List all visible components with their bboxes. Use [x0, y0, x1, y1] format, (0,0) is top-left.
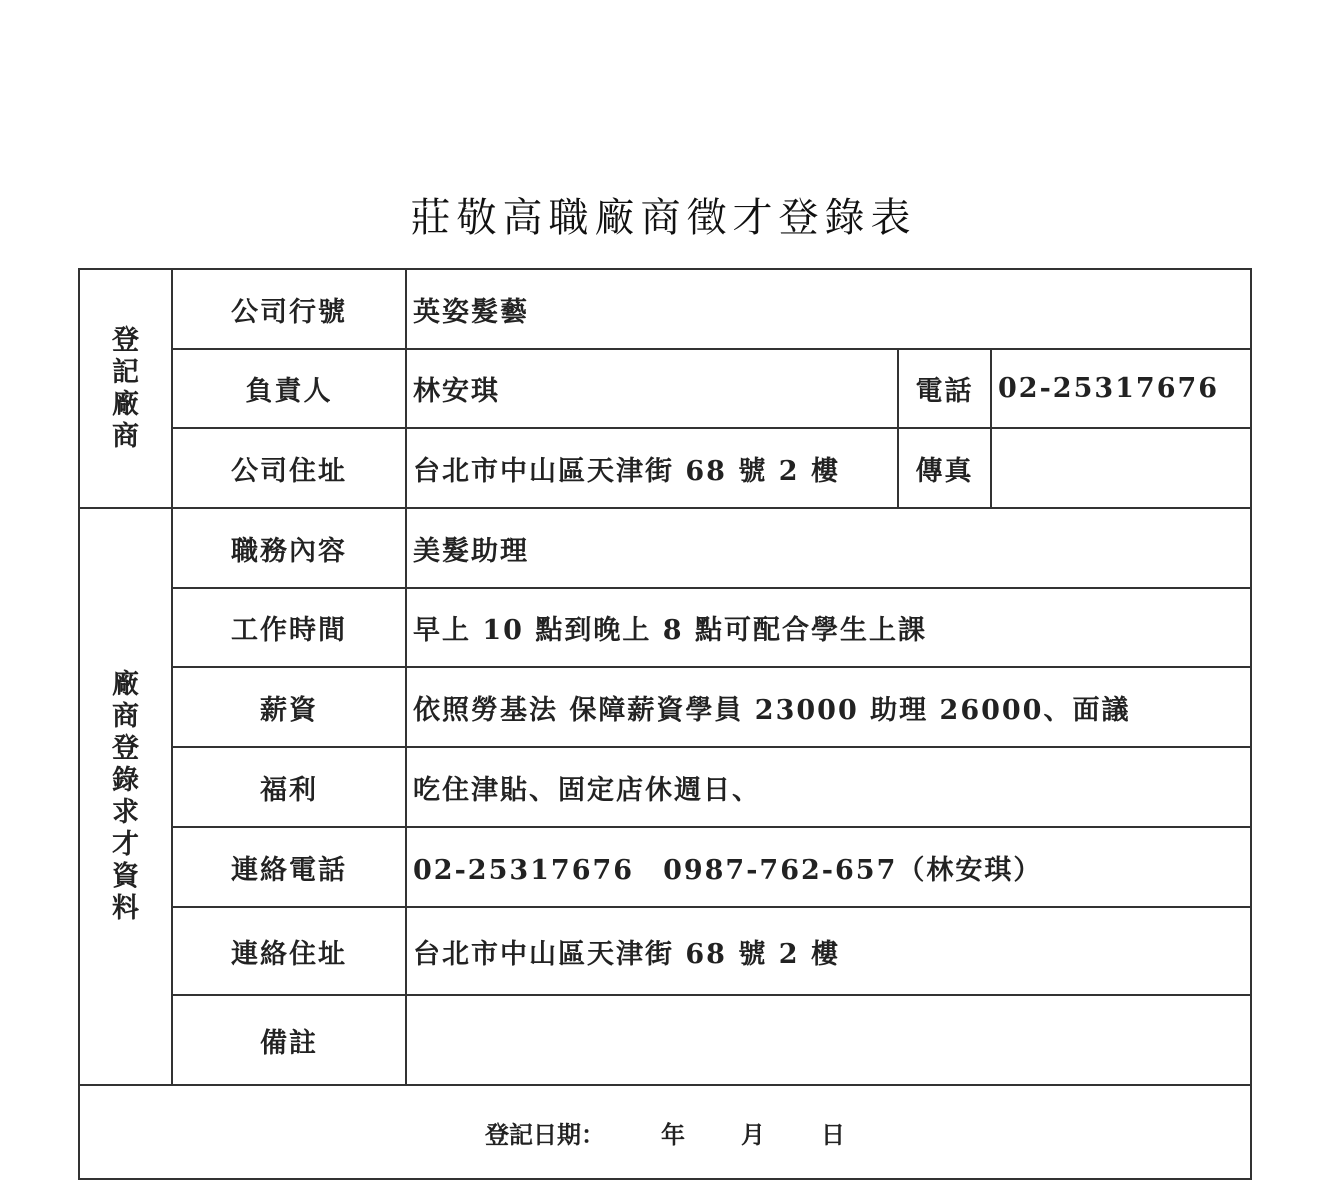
date-day: 日	[821, 1119, 845, 1149]
duties-value: 美髮助理	[406, 508, 1251, 588]
company-section-label: 登記廠商	[79, 269, 172, 508]
date-month: 月	[741, 1119, 765, 1149]
row-address	[79, 428, 1251, 508]
date-year: 年	[661, 1119, 685, 1149]
date-label: 登記日期：	[485, 1119, 605, 1149]
fax-label: 傳真	[898, 428, 991, 508]
benefits-value: 吃住津貼、固定店休週日、	[406, 747, 1251, 827]
row-owner	[79, 349, 1251, 428]
salary-value: 依照勞基法 保障薪資學員 23000 助理 26000、面議	[406, 667, 1251, 747]
row-benefits	[79, 747, 1251, 827]
row-duties	[79, 508, 1251, 588]
phone-value: 02-25317676	[991, 349, 1251, 428]
address-value: 台北市中山區天津街 68 號 2 樓	[406, 428, 898, 508]
row-salary	[79, 667, 1251, 747]
company-name-value: 英姿髮藝	[406, 269, 1251, 349]
remarks-label: 備註	[172, 995, 406, 1085]
registration-date-cell	[79, 1085, 1251, 1179]
row-company-name	[79, 269, 1251, 349]
duties-label: 職務內容	[172, 508, 406, 588]
remarks-value	[406, 995, 1251, 1085]
row-registration-date	[79, 1085, 1251, 1179]
phone-label: 電話	[898, 349, 991, 428]
job-section-label: 廠商登錄求才資料	[79, 508, 172, 1085]
contact-address-value: 台北市中山區天津街 68 號 2 樓	[406, 907, 1251, 995]
benefits-label: 福利	[172, 747, 406, 827]
form-title: 莊敬高職廠商徵才登錄表	[410, 195, 917, 241]
row-contact-phone	[79, 827, 1251, 907]
company-name-label: 公司行號	[172, 269, 406, 349]
row-contact-address	[79, 907, 1251, 995]
owner-label: 負責人	[172, 349, 406, 428]
contact-phone-label: 連絡電話	[172, 827, 406, 907]
contact-address-label: 連絡住址	[172, 907, 406, 995]
fax-value	[991, 428, 1251, 508]
owner-value: 林安琪	[406, 349, 898, 428]
address-label: 公司住址	[172, 428, 406, 508]
hours-label: 工作時間	[172, 588, 406, 667]
row-hours	[79, 588, 1251, 667]
hours-value: 早上 10 點到晚上 8 點可配合學生上課	[406, 588, 1251, 667]
contact-phone-value: 02-25317676 0987-762-657（林安琪）	[406, 827, 1251, 907]
registration-table	[78, 268, 1252, 1180]
row-remarks	[79, 995, 1251, 1085]
salary-label: 薪資	[172, 667, 406, 747]
